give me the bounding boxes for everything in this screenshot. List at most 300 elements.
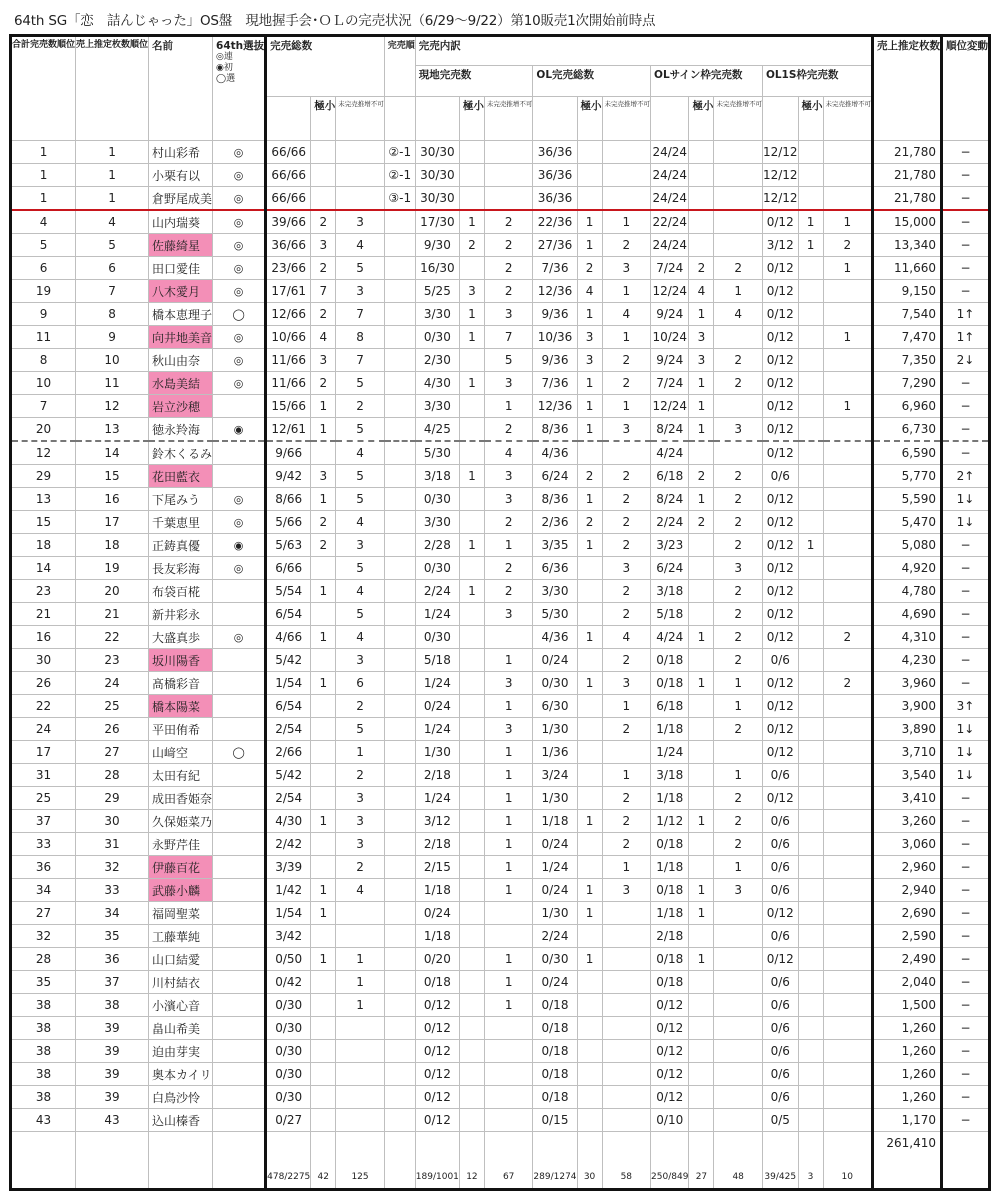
ol-1s-goku-cell <box>798 1109 823 1132</box>
selection-mark <box>213 441 266 465</box>
rank-cell: 31 <box>11 764 76 787</box>
total-goku-cell: 3 <box>311 234 336 257</box>
ol-1s-cell: 12/12 <box>762 164 798 187</box>
ol-total-cell: 4/36 <box>533 441 577 465</box>
genchi-goku-cell: 1 <box>459 326 484 349</box>
genchi-cell: 3/30 <box>415 303 459 326</box>
rank-change-cell: − <box>942 257 990 280</box>
name-cell: 永野芹佳 <box>149 833 213 856</box>
genchi-cell: 2/24 <box>415 580 459 603</box>
rank-cell: 17 <box>11 741 76 764</box>
selection-mark: ◉ <box>213 418 266 442</box>
genchi-cell: 30/30 <box>415 141 459 164</box>
ol-1s-unknown-cell <box>823 280 873 303</box>
ol-sign-unknown-cell <box>714 1109 763 1132</box>
genchi-unknown-sum: 67 <box>484 1132 533 1190</box>
genchi-cell: 5/25 <box>415 280 459 303</box>
sold-order-cell <box>384 280 415 303</box>
sold-order-cell <box>384 395 415 418</box>
table-row <box>11 349 990 372</box>
ol-sign-unknown-cell: 2 <box>714 833 763 856</box>
table-row <box>11 534 990 557</box>
rank-change-cell: − <box>942 649 990 672</box>
est-rank-cell: 14 <box>76 441 149 465</box>
ol-1s-goku-cell <box>798 257 823 280</box>
sales-cell: 1,260 <box>873 1086 942 1109</box>
ol-sign-cell: 4/24 <box>651 441 689 465</box>
rank-change-cell: − <box>942 856 990 879</box>
name-cell: 布袋百椛 <box>149 580 213 603</box>
name-cell: 山内瑞葵 <box>149 210 213 234</box>
ol-sign-goku-cell <box>689 557 714 580</box>
ol-sign-goku-cell <box>689 580 714 603</box>
genchi-unknown-cell: 1 <box>484 810 533 833</box>
ol-unknown-cell: 2 <box>602 649 651 672</box>
ol-unknown-cell: 3 <box>602 418 651 442</box>
selection-mark <box>213 718 266 741</box>
ol-unknown-cell: 2 <box>602 349 651 372</box>
sold-order-cell <box>384 879 415 902</box>
name-cell: 大盛真歩 <box>149 626 213 649</box>
total-goku-cell: 1 <box>311 810 336 833</box>
ol-sign-unknown-cell <box>714 1017 763 1040</box>
header-goku-ol: 極小 <box>577 97 602 141</box>
total-unknown-cell <box>336 902 385 925</box>
ol-total-cell: 1/30 <box>533 902 577 925</box>
genchi-goku-cell <box>459 1017 484 1040</box>
est-rank-cell: 39 <box>76 1017 149 1040</box>
rank-change-cell: 2↓ <box>942 349 990 372</box>
rank-cell: 6 <box>11 257 76 280</box>
ol-1s-goku-cell <box>798 856 823 879</box>
sold-order-cell <box>384 948 415 971</box>
table-row <box>11 441 990 465</box>
sold-order-cell <box>384 925 415 948</box>
rank-change-cell: − <box>942 925 990 948</box>
ol-1s-unknown-cell <box>823 1109 873 1132</box>
ol-1s-unknown-cell <box>823 511 873 534</box>
ol-unknown-cell: 4 <box>602 626 651 649</box>
ol-unknown-cell: 2 <box>602 488 651 511</box>
ol-total-cell: 0/18 <box>533 1063 577 1086</box>
rank-cell: 20 <box>11 418 76 442</box>
table-row <box>11 810 990 833</box>
est-rank-cell: 27 <box>76 741 149 764</box>
rank-cell: 12 <box>11 441 76 465</box>
rank-cell: 16 <box>11 626 76 649</box>
ol-1s-goku-cell <box>798 349 823 372</box>
ol-1s-unknown-cell <box>823 787 873 810</box>
genchi-cell: 30/30 <box>415 187 459 211</box>
header-breakdown: 完売内訳 <box>415 36 872 66</box>
rank-cell: 7 <box>11 395 76 418</box>
total-goku-cell: 2 <box>311 303 336 326</box>
sold-order-cell <box>384 833 415 856</box>
est-rank-cell: 21 <box>76 603 149 626</box>
ol-sign-goku-cell: 1 <box>689 372 714 395</box>
table-row <box>11 649 990 672</box>
ol-unknown-cell: 2 <box>602 534 651 557</box>
sales-cell: 5,770 <box>873 465 942 488</box>
ol-1s-goku-cell <box>798 810 823 833</box>
ol-1s-cell: 0/6 <box>762 1040 798 1063</box>
total-unknown-cell: 5 <box>336 603 385 626</box>
ol-sign-cell: 7/24 <box>651 372 689 395</box>
name-cell: 秋山由奈 <box>149 349 213 372</box>
ol-unknown-cell: 1 <box>602 856 651 879</box>
ol-1s-unknown-cell <box>823 303 873 326</box>
genchi-goku-cell <box>459 418 484 442</box>
ol-sum: 289/1274 <box>533 1132 577 1190</box>
ol-1s-goku-cell <box>798 603 823 626</box>
ol-sign-unknown-cell <box>714 994 763 1017</box>
total-sold-cell: 2/42 <box>266 833 311 856</box>
ol-sign-cell: 0/18 <box>651 672 689 695</box>
genchi-cell: 0/24 <box>415 902 459 925</box>
genchi-unknown-cell <box>484 1017 533 1040</box>
rank-change-cell: − <box>942 833 990 856</box>
sold-order-cell <box>384 257 415 280</box>
genchi-cell: 0/12 <box>415 1063 459 1086</box>
ol-goku-cell: 1 <box>577 395 602 418</box>
ol-unknown-cell <box>602 902 651 925</box>
sold-order-cell <box>384 534 415 557</box>
total-unknown-cell: 4 <box>336 511 385 534</box>
ol-total-cell: 6/24 <box>533 465 577 488</box>
rank-cell: 19 <box>11 280 76 303</box>
ol-sign-goku-cell <box>689 534 714 557</box>
rank-cell: 27 <box>11 902 76 925</box>
ol-1s-goku-cell <box>798 187 823 211</box>
sales-cell: 4,780 <box>873 580 942 603</box>
est-rank-cell: 30 <box>76 810 149 833</box>
selection-mark <box>213 810 266 833</box>
ol-goku-cell <box>577 164 602 187</box>
ol-sign-cell: 1/12 <box>651 810 689 833</box>
ol-goku-cell <box>577 187 602 211</box>
s1-unknown-sum: 10 <box>823 1132 873 1190</box>
selection-mark <box>213 1086 266 1109</box>
table-row <box>11 1086 990 1109</box>
total-goku-cell <box>311 787 336 810</box>
genchi-goku-cell <box>459 349 484 372</box>
ol-total-cell: 5/30 <box>533 603 577 626</box>
genchi-goku-cell <box>459 948 484 971</box>
ol-1s-unknown-cell <box>823 856 873 879</box>
ol-unknown-cell: 2 <box>602 465 651 488</box>
genchi-cell: 1/24 <box>415 787 459 810</box>
header-goku-genchi: 極小 <box>459 97 484 141</box>
ol-goku-cell: 1 <box>577 418 602 442</box>
total-sold-cell: 39/66 <box>266 210 311 234</box>
ol-1s-unknown-cell <box>823 695 873 718</box>
total-unknown-cell: 5 <box>336 718 385 741</box>
rank-change-cell: − <box>942 1109 990 1132</box>
header-rank: 合計完売数順位 <box>11 36 76 141</box>
header-goku-1s: 極小 <box>798 97 823 141</box>
ol-total-cell: 0/15 <box>533 1109 577 1132</box>
genchi-goku-cell <box>459 441 484 465</box>
ol-sign-unknown-cell <box>714 902 763 925</box>
sales-table-wrapper <box>9 34 991 1191</box>
est-rank-cell: 16 <box>76 488 149 511</box>
ol-goku-cell <box>577 441 602 465</box>
ol-1s-cell: 12/12 <box>762 141 798 164</box>
ol-sign-unknown-cell: 2 <box>714 465 763 488</box>
genchi-goku-cell <box>459 879 484 902</box>
ol-unknown-cell: 2 <box>602 810 651 833</box>
name-cell: 八木愛月 <box>149 280 213 303</box>
name-cell: 正鋳真優 <box>149 534 213 557</box>
ol-1s-goku-cell <box>798 418 823 442</box>
total-unknown-cell <box>336 1063 385 1086</box>
ol-sign-goku-cell: 4 <box>689 280 714 303</box>
selection-mark: ◎ <box>213 626 266 649</box>
ol-sign-goku-cell: 1 <box>689 395 714 418</box>
total-goku-cell <box>311 833 336 856</box>
genchi-goku-cell <box>459 257 484 280</box>
ol-1s-goku-cell <box>798 626 823 649</box>
selection-mark: ◎ <box>213 141 266 164</box>
total-sold-cell: 6/66 <box>266 557 311 580</box>
ol-1s-unknown-cell <box>823 1017 873 1040</box>
sales-cell: 11,660 <box>873 257 942 280</box>
genchi-cell: 1/30 <box>415 741 459 764</box>
ol-total-cell: 0/18 <box>533 1040 577 1063</box>
total-unknown-cell: 5 <box>336 257 385 280</box>
ol-goku-cell: 1 <box>577 534 602 557</box>
ol-unknown-cell <box>602 925 651 948</box>
est-rank-cell: 36 <box>76 948 149 971</box>
table-row <box>11 994 990 1017</box>
genchi-cell: 3/18 <box>415 465 459 488</box>
sold-order-cell <box>384 994 415 1017</box>
genchi-goku-cell <box>459 1086 484 1109</box>
total-sold-cell: 66/66 <box>266 141 311 164</box>
total-goku-cell <box>311 925 336 948</box>
header-total-sold: 完売総数 <box>266 36 385 97</box>
rank-cell: 34 <box>11 879 76 902</box>
selection-mark: ◎ <box>213 349 266 372</box>
ol-sign-unknown-cell <box>714 164 763 187</box>
sales-cell: 3,710 <box>873 741 942 764</box>
genchi-cell: 2/15 <box>415 856 459 879</box>
ol-unknown-cell: 1 <box>602 395 651 418</box>
ol-total-cell: 27/36 <box>533 234 577 257</box>
genchi-goku-cell: 1 <box>459 372 484 395</box>
total-goku-cell <box>311 856 336 879</box>
ol-1s-goku-cell <box>798 280 823 303</box>
genchi-unknown-cell <box>484 1109 533 1132</box>
ol-1s-goku-cell <box>798 1017 823 1040</box>
ol-1s-goku-cell <box>798 833 823 856</box>
genchi-goku-cell <box>459 1040 484 1063</box>
ol-goku-cell: 1 <box>577 810 602 833</box>
ol-goku-cell <box>577 833 602 856</box>
genchi-unknown-cell: 1 <box>484 395 533 418</box>
rank-change-cell: − <box>942 879 990 902</box>
ol-sign-unknown-cell <box>714 925 763 948</box>
table-header <box>11 36 990 141</box>
ol-unknown-cell <box>602 441 651 465</box>
sales-cell: 4,690 <box>873 603 942 626</box>
ol-sign-goku-cell <box>689 833 714 856</box>
ol-goku-cell <box>577 580 602 603</box>
ol-1s-cell: 0/6 <box>762 879 798 902</box>
total-goku-cell <box>311 141 336 164</box>
ol-sign-cell: 0/10 <box>651 1109 689 1132</box>
ol-sign-cell: 0/18 <box>651 833 689 856</box>
rank-cell: 43 <box>11 1109 76 1132</box>
selection-mark <box>213 994 266 1017</box>
ol-total-cell: 1/18 <box>533 810 577 833</box>
genchi-cell: 0/20 <box>415 948 459 971</box>
selection-mark <box>213 603 266 626</box>
ol-1s-unknown-cell <box>823 971 873 994</box>
genchi-goku-cell <box>459 672 484 695</box>
genchi-goku-cell: 2 <box>459 234 484 257</box>
ol-1s-cell: 0/6 <box>762 833 798 856</box>
ol-goku-cell: 1 <box>577 372 602 395</box>
ol-sign-goku-cell <box>689 925 714 948</box>
ol-unknown-cell <box>602 187 651 211</box>
sold-order-cell <box>384 1086 415 1109</box>
table-row <box>11 234 990 257</box>
selection-mark <box>213 879 266 902</box>
total-goku-cell: 2 <box>311 372 336 395</box>
header-unknown-genchi: 未完売推增不可 <box>484 97 533 141</box>
ol-goku-cell <box>577 741 602 764</box>
genchi-cell: 0/30 <box>415 557 459 580</box>
genchi-unknown-cell: 3 <box>484 603 533 626</box>
genchi-cell: 3/12 <box>415 810 459 833</box>
ol-1s-cell: 0/12 <box>762 303 798 326</box>
total-sold-cell: 17/61 <box>266 280 311 303</box>
genchi-goku-cell <box>459 1109 484 1132</box>
ol-sign-cell: 24/24 <box>651 164 689 187</box>
genchi-unknown-cell: 3 <box>484 672 533 695</box>
table-row <box>11 557 990 580</box>
total-sold-cell: 12/61 <box>266 418 311 442</box>
est-rank-cell: 10 <box>76 349 149 372</box>
genchi-goku-cell <box>459 649 484 672</box>
table-row <box>11 488 990 511</box>
table-body <box>11 141 990 1132</box>
ol-sign-unknown-cell <box>714 326 763 349</box>
genchi-unknown-cell <box>484 925 533 948</box>
total-unknown-cell: 1 <box>336 948 385 971</box>
genchi-goku-cell: 1 <box>459 303 484 326</box>
table-row <box>11 1109 990 1132</box>
name-cell: 武藤小麟 <box>149 879 213 902</box>
selection-mark <box>213 902 266 925</box>
genchi-unknown-cell: 1 <box>484 695 533 718</box>
total-unknown-cell: 4 <box>336 879 385 902</box>
ol-1s-unknown-cell: 1 <box>823 257 873 280</box>
table-row <box>11 764 990 787</box>
est-rank-cell: 22 <box>76 626 149 649</box>
sold-order-cell: ③-1 <box>384 187 415 211</box>
table-row <box>11 672 990 695</box>
genchi-unknown-cell <box>484 164 533 187</box>
ol-1s-unknown-cell <box>823 603 873 626</box>
total-unknown-cell <box>336 1017 385 1040</box>
sales-cell: 21,780 <box>873 164 942 187</box>
est-rank-cell: 43 <box>76 1109 149 1132</box>
sales-sum: 261,410 <box>873 1132 942 1190</box>
ol-total-cell: 1/30 <box>533 787 577 810</box>
rank-change-cell: − <box>942 603 990 626</box>
ol-1s-cell: 0/12 <box>762 948 798 971</box>
ol-sign-unknown-cell <box>714 234 763 257</box>
ol-1s-cell: 0/6 <box>762 465 798 488</box>
total-sold-cell: 0/27 <box>266 1109 311 1132</box>
genchi-cell: 1/24 <box>415 718 459 741</box>
total-goku-sum: 42 <box>311 1132 336 1190</box>
ol-1s-goku-cell <box>798 441 823 465</box>
total-sold-cell: 36/66 <box>266 234 311 257</box>
sold-order-cell <box>384 511 415 534</box>
name-cell: 花田藍衣 <box>149 465 213 488</box>
genchi-goku-cell <box>459 511 484 534</box>
total-sold-cell: 3/39 <box>266 856 311 879</box>
rank-change-cell: − <box>942 787 990 810</box>
ol-goku-cell: 1 <box>577 303 602 326</box>
ol-1s-goku-cell <box>798 164 823 187</box>
ol-sign-goku-cell <box>689 603 714 626</box>
est-rank-cell: 25 <box>76 695 149 718</box>
total-unknown-cell: 1 <box>336 994 385 1017</box>
ol-sign-cell: 12/24 <box>651 280 689 303</box>
name-cell: 畠山希美 <box>149 1017 213 1040</box>
rank-change-cell: − <box>942 372 990 395</box>
genchi-unknown-cell: 3 <box>484 465 533 488</box>
rank-cell: 37 <box>11 810 76 833</box>
total-sold-cell: 4/30 <box>266 810 311 833</box>
ol-1s-unknown-cell <box>823 764 873 787</box>
est-rank-cell: 12 <box>76 395 149 418</box>
total-goku-cell <box>311 971 336 994</box>
genchi-cell: 3/30 <box>415 511 459 534</box>
ol-goku-cell <box>577 994 602 1017</box>
ol-sign-goku-cell: 1 <box>689 948 714 971</box>
genchi-cell: 17/30 <box>415 210 459 234</box>
genchi-cell: 9/30 <box>415 234 459 257</box>
ol-total-cell: 36/36 <box>533 141 577 164</box>
total-unknown-cell <box>336 1086 385 1109</box>
sold-order-cell <box>384 349 415 372</box>
ol-1s-goku-cell <box>798 649 823 672</box>
ol-unknown-cell: 2 <box>602 603 651 626</box>
genchi-unknown-cell: 3 <box>484 303 533 326</box>
selection-mark <box>213 465 266 488</box>
rank-change-cell: − <box>942 626 990 649</box>
selection-mark <box>213 395 266 418</box>
ol-sign-unknown-cell: 3 <box>714 879 763 902</box>
rank-cell: 1 <box>11 141 76 164</box>
genchi-sum: 189/1001 <box>415 1132 459 1190</box>
ol-1s-unknown-cell <box>823 488 873 511</box>
ol-total-cell: 2/24 <box>533 925 577 948</box>
rank-change-cell: 1↑ <box>942 303 990 326</box>
ol-total-cell: 7/36 <box>533 257 577 280</box>
sales-cell: 3,890 <box>873 718 942 741</box>
selection-mark <box>213 948 266 971</box>
ol-sign-unknown-cell <box>714 1086 763 1109</box>
ol-unknown-cell: 2 <box>602 833 651 856</box>
ol-goku-cell <box>577 141 602 164</box>
ol-sign-unknown-cell: 2 <box>714 718 763 741</box>
